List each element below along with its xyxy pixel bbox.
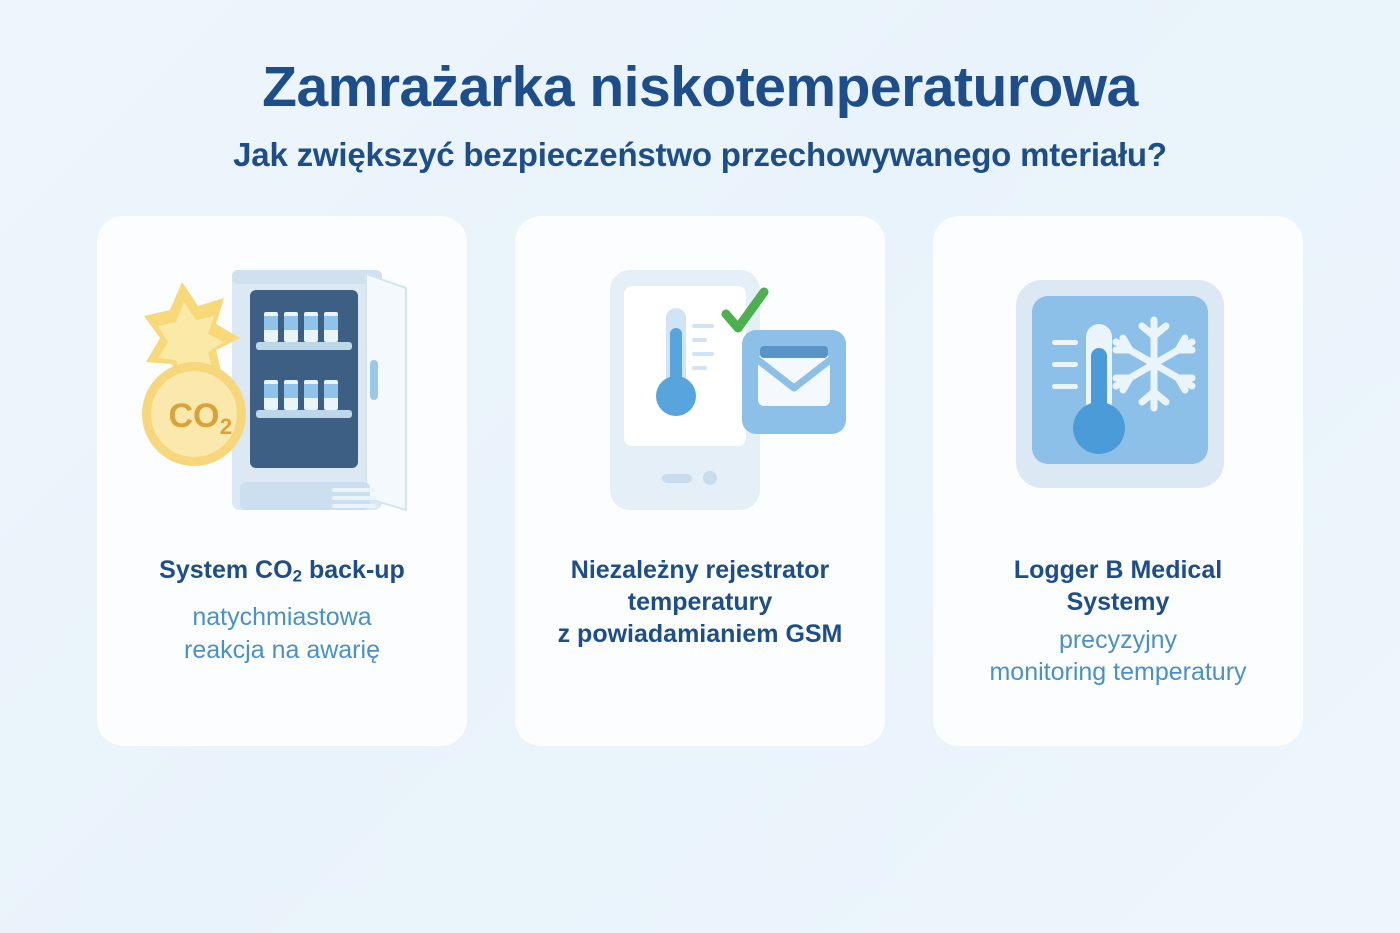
page-subtitle: Jak zwiększyć bezpieczeństwo przechowywanego mteriału? (233, 135, 1167, 173)
card-subtitle-line: monitoring temperatury (989, 658, 1247, 687)
logger-thermometer-snowflake-icon (958, 242, 1278, 542)
card-subtitle-line: reakcja na awarię (184, 635, 380, 664)
card-title-text-post: back-up (302, 555, 405, 584)
svg-text:2: 2 (219, 413, 233, 439)
card-b-medical-logger (933, 216, 1303, 746)
card-list (0, 216, 1400, 746)
page-title: Zamrażarka niskotemperaturowa (262, 55, 1138, 119)
card-title-line: Logger B Medical (1013, 555, 1223, 584)
card-title-subscript: 2 (292, 566, 303, 586)
card-title-text: System CO (159, 555, 293, 584)
card-gsm-logger (515, 216, 885, 746)
svg-text:CO: CO (168, 396, 220, 435)
mobile-thermometer-gsm-icon (540, 242, 860, 542)
card-title-line: z powiadamianiem GSM (557, 619, 843, 648)
card-subtitle-line: natychmiastowa (192, 603, 372, 632)
card-title (1014, 554, 1222, 618)
card-title (159, 554, 405, 587)
card-subtitle-line: precyzyjny (1058, 625, 1178, 654)
card-subtitle (184, 601, 380, 666)
card-subtitle (989, 624, 1246, 689)
card-title (558, 554, 843, 650)
card-title-line: Niezależny rejestrator (570, 555, 830, 584)
card-co2-backup (97, 216, 467, 746)
freezer-alarm-co2-icon (122, 242, 442, 542)
card-title-line: temperatury (627, 587, 773, 616)
header (0, 0, 1400, 174)
card-title-line: Systemy (1066, 587, 1170, 616)
